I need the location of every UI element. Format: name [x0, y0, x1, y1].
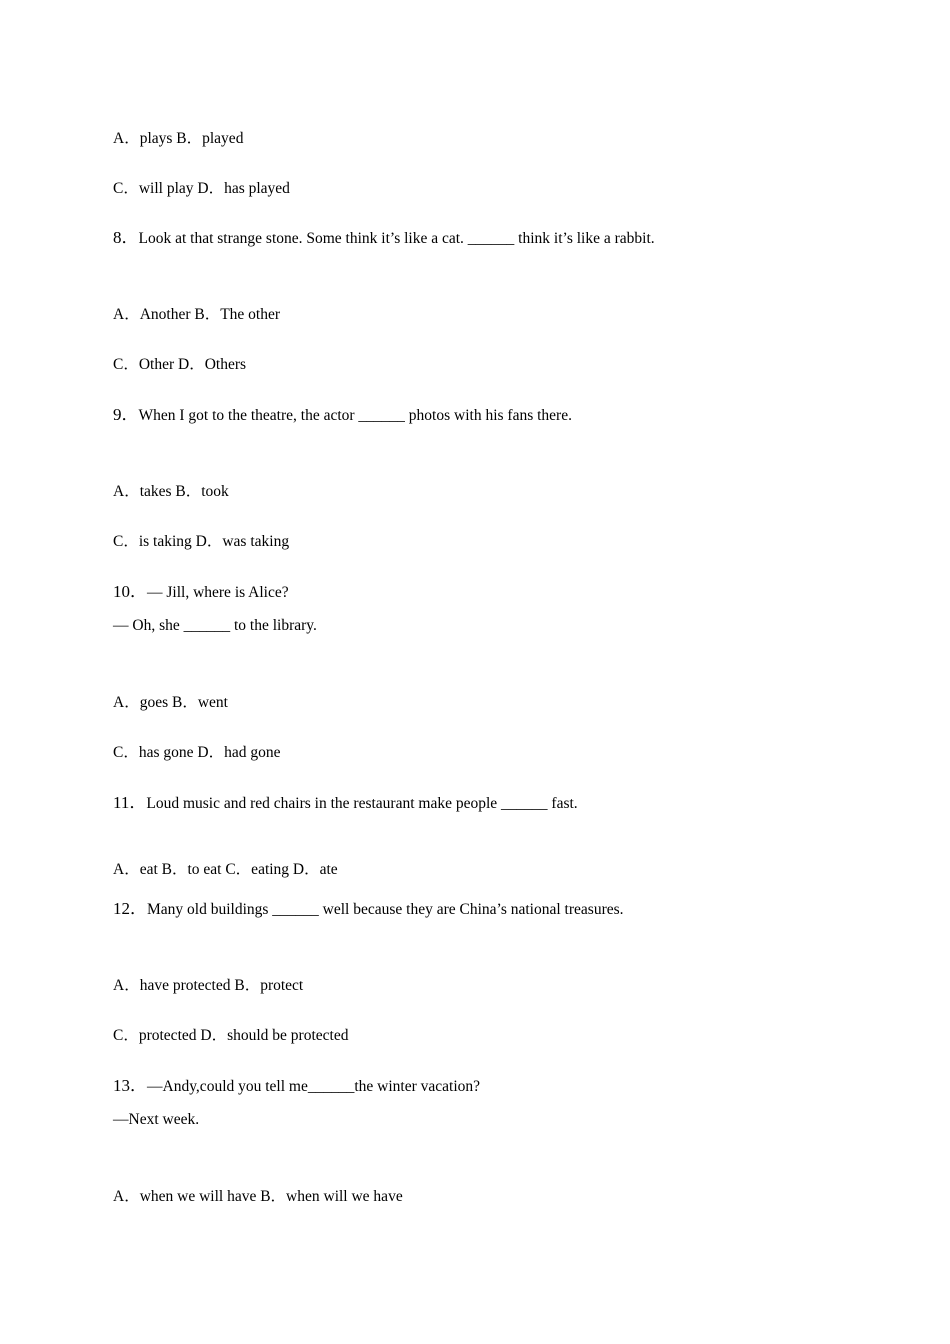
q13-stem-line2: —Next week.: [113, 1111, 200, 1128]
q11-stem-line: [113, 793, 578, 814]
q9-options-ab: A．takes B．took: [113, 483, 229, 500]
q12-options-ab: A．have protected B．protect: [113, 977, 304, 994]
q11-stem: Loud music and red chairs in the restaurant make people ______ fast.: [146, 795, 578, 812]
q11-number: 11．: [113, 793, 147, 812]
q13-number: 13．: [113, 1076, 147, 1095]
q13-options-ab: A．when we will have B．when will we have: [113, 1188, 403, 1205]
q10-number: 10．: [113, 582, 147, 601]
q13-stem-line: [113, 1076, 480, 1097]
q8-options-cd: C．Other D．Others: [113, 356, 247, 373]
q13-stem: —Andy,could you tell me______the winter vacation?: [147, 1078, 481, 1095]
q9-options-cd: C．is taking D．was taking: [113, 533, 290, 550]
q10-stem-line2: — Oh, she ______ to the library.: [113, 617, 317, 634]
q8-number: 8．: [113, 228, 139, 247]
q8-stem: Look at that strange stone. Some think it’s like a cat. ______ think it’s like a rabbit.: [138, 230, 655, 247]
q8-options-ab: A．Another B．The other: [113, 306, 281, 323]
q10-stem-line: [113, 582, 289, 603]
q12-options-cd: C．protected D．should be protected: [113, 1027, 349, 1044]
q12-stem: Many old buildings ______ well because they are China’s national treasures.: [147, 901, 624, 918]
q9-stem-line: [113, 405, 572, 426]
q12-number: 12．: [113, 899, 147, 918]
q10-options-cd: C．has gone D．had gone: [113, 744, 281, 761]
q9-number: 9．: [113, 405, 139, 424]
q10-options-ab: A．goes B．went: [113, 694, 228, 711]
q11-options: A．eat B．to eat C．eating D．ate: [113, 861, 338, 878]
q7-options-cd: C．will play D．has played: [113, 180, 290, 197]
q12-stem-line: [113, 899, 624, 920]
q8-stem-line: [113, 228, 655, 249]
q9-stem: When I got to the theatre, the actor ______ photos with his fans there.: [138, 407, 572, 424]
q10-stem: — Jill, where is Alice?: [147, 584, 289, 601]
q7-options-ab: A．plays B．played: [113, 130, 244, 147]
